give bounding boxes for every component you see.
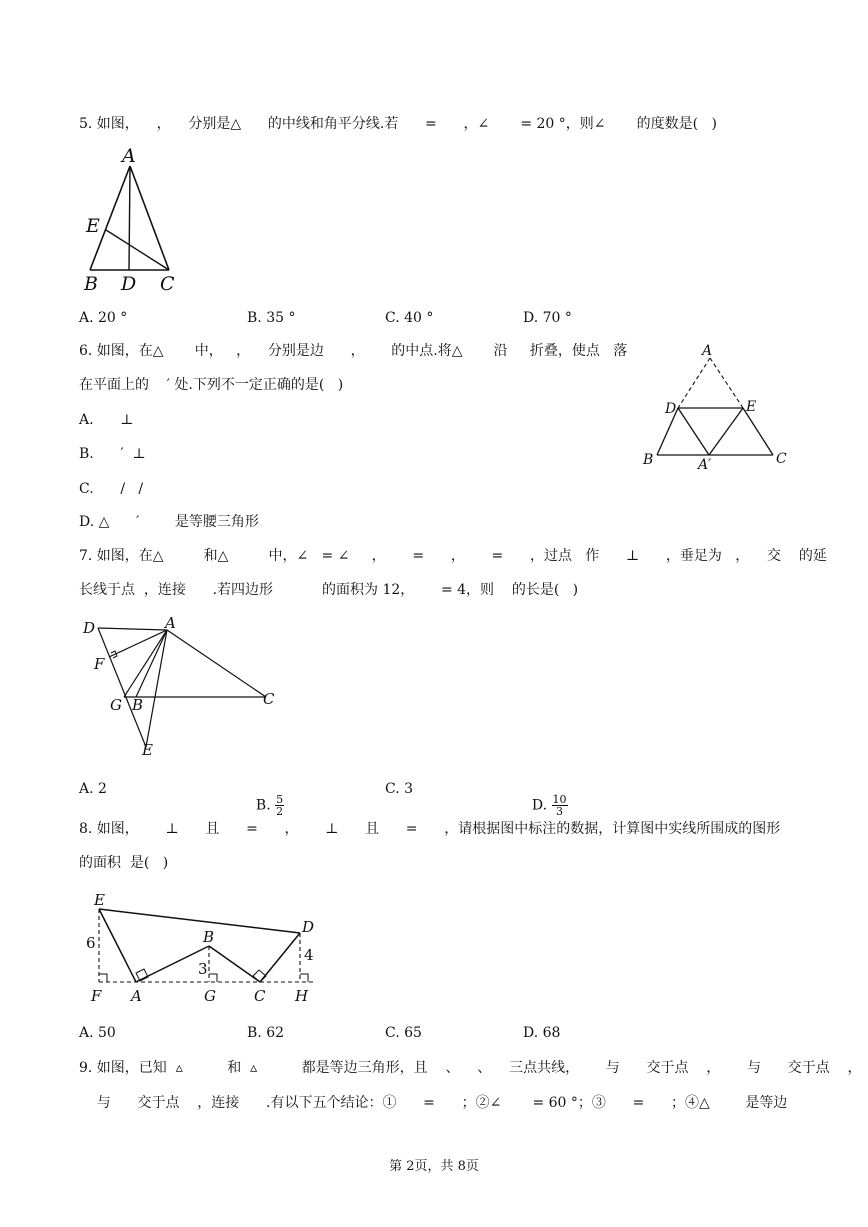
q8-label-h: H: [295, 987, 309, 1005]
q8-stem-line2: 的面积 是( ): [79, 855, 169, 871]
q7-option-d: [523, 776, 568, 817]
q6-label-c: C: [776, 451, 787, 467]
q8-label-4: 4: [304, 946, 314, 964]
q6-option-b: B. ′ ⊥: [79, 446, 146, 462]
q6-label-e: E: [746, 399, 757, 415]
q7-label-g: G: [110, 696, 122, 714]
q6-option-c: C. / /: [79, 481, 144, 497]
q7-option-d-denominator: 3: [556, 805, 564, 818]
q5-stem: 5. 如图， ， 分别是△ 的中线和角平分线.若 = ，∠ = 20 °，则∠ 的度数是( ): [79, 116, 717, 132]
q6-option-a: A. ⊥: [79, 412, 134, 428]
q7-label-d: D: [83, 619, 96, 637]
q7-option-c: C. 3: [385, 781, 414, 797]
q8-stem-line1: 8. 如图， ⊥ 且 = ， ⊥ 且 = ，请根据图中标注的数据，计算图中实线所围成的图形: [79, 821, 781, 837]
q9-stem-line1: 9. 如图，已知 ▵ 和 ▵ 都是等边三角形，且 、 、 三点共线， 与 交于点 ， 与 交于点 ，: [79, 1060, 862, 1076]
q8-option-c: C. 65: [385, 1025, 422, 1041]
q5-label-a: A: [122, 145, 136, 167]
q8-option-d: D. 68: [523, 1025, 561, 1041]
q6-stem-line1: 6. 如图，在△ 中， ， 分别是边 ， 的中点.将△ 沿 折叠，使点 落: [79, 343, 628, 359]
q5-option-d: D. 70 °: [523, 310, 572, 326]
q7-option-b-numerator: 5: [276, 793, 284, 806]
q8-label-b: B: [203, 928, 215, 946]
q7-stem-line1: 7. 如图，在△ 和△ 中，∠ = ∠ ， = ， = ，过点 作 ⊥ ，垂足为 ， 交 的延: [79, 548, 827, 564]
q8-label-f: F: [91, 987, 102, 1005]
q7-option-a: A. 2: [79, 781, 107, 797]
q5-option-c: C. 40 °: [385, 310, 434, 326]
q7-label-f: F: [94, 655, 105, 673]
q8-option-a: A. 50: [79, 1025, 116, 1041]
q8-label-a: A: [131, 987, 142, 1005]
q8-label-g: G: [204, 987, 216, 1005]
q7-stem-line2: 长线于点 ，连接 .若四边形 的面积为 12， = 4，则 的长是( ): [79, 582, 579, 598]
q7-label-c: C: [263, 690, 275, 708]
q8-figure: [80, 888, 330, 1008]
q5-label-c: C: [160, 273, 175, 295]
q6-stem-line2: 在平面上的 ′ 处.下列不一定正确的是( ): [79, 377, 344, 393]
q6-label-d: D: [665, 401, 677, 417]
q5-figure: [80, 142, 190, 297]
q8-label-3: 3: [198, 960, 208, 978]
q9-stem-line2: 与 交于点 ，连接 .有以下五个结论：① = ；②∠ = 60 °；③ = ；④△ 是等边: [79, 1095, 788, 1111]
q5-option-a: A. 20 °: [79, 310, 128, 326]
q7-label-e: E: [142, 741, 153, 759]
q7-label-a: A: [165, 614, 176, 632]
q8-label-6: 6: [86, 934, 96, 952]
q7-option-b-fraction: [275, 794, 284, 817]
q8-option-b: B. 62: [247, 1025, 285, 1041]
q6-figure: [638, 336, 798, 476]
q7-option-b: [247, 776, 284, 817]
q5-option-b: B. 35 °: [247, 310, 296, 326]
q6-label-b: B: [643, 452, 654, 468]
q6-label-a-prime: A′: [698, 457, 712, 473]
page-footer: 第 2页，共 8页: [389, 1159, 479, 1174]
q5-label-d: D: [121, 273, 137, 295]
q5-label-e: E: [86, 215, 100, 237]
q7-option-b-prefix: B.: [255, 797, 276, 814]
q8-label-c: C: [254, 987, 266, 1005]
q5-label-b: B: [84, 273, 98, 295]
q7-label-b: B: [132, 696, 144, 714]
q6-label-a: A: [702, 343, 713, 359]
q7-option-d-prefix: D.: [531, 797, 552, 814]
q8-label-e: E: [94, 891, 105, 909]
q7-figure: [80, 610, 290, 760]
q6-option-d: D. △ ′ 是等腰三角形: [79, 514, 259, 530]
q7-option-d-numerator: 10: [552, 793, 567, 806]
q7-option-b-denominator: 2: [276, 805, 284, 818]
q8-label-d: D: [302, 918, 315, 936]
q7-option-d-fraction: [552, 794, 568, 817]
